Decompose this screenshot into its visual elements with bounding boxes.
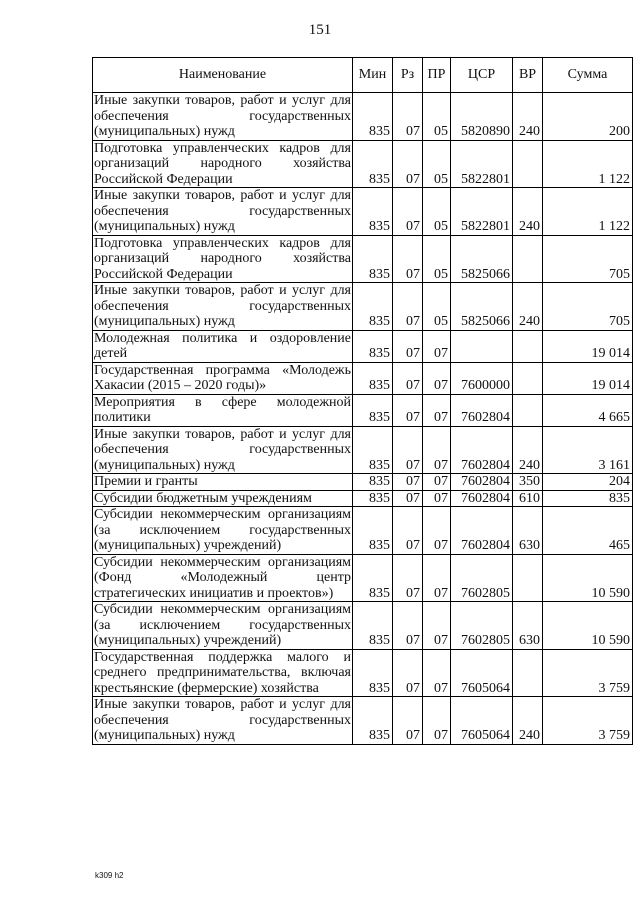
cell-pr: 05 xyxy=(423,93,451,141)
footer-code: k309 h2 xyxy=(95,871,124,880)
cell-vr xyxy=(513,330,543,362)
cell-rz: 07 xyxy=(393,330,423,362)
header-csr: ЦСР xyxy=(451,58,513,93)
cell-pr: 05 xyxy=(423,188,451,236)
cell-sum: 705 xyxy=(543,283,633,331)
cell-vr xyxy=(513,140,543,188)
table-row xyxy=(93,507,633,555)
cell-pr: 07 xyxy=(423,426,451,474)
cell-csr xyxy=(451,330,513,362)
table-row xyxy=(93,93,633,141)
cell-pr: 07 xyxy=(423,554,451,602)
table-row xyxy=(93,490,633,507)
cell-rz: 07 xyxy=(393,602,423,650)
cell-sum: 465 xyxy=(543,507,633,555)
cell-vr: 630 xyxy=(513,507,543,555)
cell-name: Субсидии некоммерческим организациям (за исключением государственных (муниципальных) учреждений) xyxy=(94,507,351,553)
cell-vr xyxy=(513,235,543,283)
table-header-row xyxy=(93,58,633,93)
cell-min: 835 xyxy=(353,474,393,491)
header-min: Мин xyxy=(353,58,393,93)
table-row xyxy=(93,362,633,394)
cell-csr: 7602804 xyxy=(451,507,513,555)
cell-min: 835 xyxy=(353,362,393,394)
cell-rz: 07 xyxy=(393,554,423,602)
cell-rz: 07 xyxy=(393,507,423,555)
cell-csr: 7602804 xyxy=(451,490,513,507)
cell-name: Молодежная политика и оздоровление детей xyxy=(94,330,351,361)
cell-sum: 1 122 xyxy=(543,140,633,188)
cell-name: Подготовка управленческих кадров для организаций народного хозяйства Российской Федерации xyxy=(94,140,351,187)
cell-sum: 10 590 xyxy=(543,602,633,650)
cell-rz: 07 xyxy=(393,649,423,697)
cell-vr: 610 xyxy=(513,490,543,507)
cell-min: 835 xyxy=(353,188,393,236)
header-vr: ВР xyxy=(513,58,543,93)
cell-rz: 07 xyxy=(393,394,423,426)
cell-pr: 05 xyxy=(423,140,451,188)
cell-sum: 204 xyxy=(543,474,633,491)
cell-sum: 835 xyxy=(543,490,633,507)
cell-min: 835 xyxy=(353,507,393,555)
cell-vr: 630 xyxy=(513,602,543,650)
cell-vr: 240 xyxy=(513,93,543,141)
table-row xyxy=(93,235,633,283)
cell-csr: 7602804 xyxy=(451,474,513,491)
cell-vr: 240 xyxy=(513,697,543,745)
cell-sum: 10 590 xyxy=(543,554,633,602)
cell-pr: 07 xyxy=(423,649,451,697)
header-sum: Сумма xyxy=(543,58,633,93)
cell-name: Иные закупки товаров, работ и услуг для обеспечения государственных (муниципальных) нужд xyxy=(94,283,351,329)
cell-sum: 19 014 xyxy=(543,362,633,394)
cell-pr: 07 xyxy=(423,490,451,507)
cell-min: 835 xyxy=(353,697,393,745)
cell-csr: 7602804 xyxy=(451,394,513,426)
cell-csr: 5822801 xyxy=(451,188,513,236)
cell-sum: 705 xyxy=(543,235,633,283)
cell-vr: 350 xyxy=(513,474,543,491)
table-row xyxy=(93,554,633,602)
cell-rz: 07 xyxy=(393,93,423,141)
cell-sum: 200 xyxy=(543,93,633,141)
cell-csr: 7600000 xyxy=(451,362,513,394)
cell-rz: 07 xyxy=(393,362,423,394)
table-row xyxy=(93,474,633,491)
cell-pr: 05 xyxy=(423,235,451,283)
cell-csr: 7605064 xyxy=(451,697,513,745)
cell-name: Премии и гранты xyxy=(93,474,353,491)
cell-min: 835 xyxy=(353,235,393,283)
cell-sum: 3 759 xyxy=(543,697,633,745)
cell-csr: 7602805 xyxy=(451,554,513,602)
cell-vr: 240 xyxy=(513,426,543,474)
cell-pr: 07 xyxy=(423,602,451,650)
cell-rz: 07 xyxy=(393,140,423,188)
cell-csr: 7602804 xyxy=(451,426,513,474)
cell-vr xyxy=(513,394,543,426)
cell-pr: 07 xyxy=(423,362,451,394)
cell-name: Государственная поддержка малого и среднего предпринимательства, включая крестьянские (фермерские) хозяйства xyxy=(94,649,351,696)
cell-csr: 7605064 xyxy=(451,649,513,697)
cell-name: Субсидии некоммерческим организациям (за исключением государственных (муниципальных) учреждений) xyxy=(94,602,351,648)
cell-pr: 07 xyxy=(423,474,451,491)
cell-min: 835 xyxy=(353,426,393,474)
cell-name: Иные закупки товаров, работ и услуг для обеспечения государственных (муниципальных) нужд xyxy=(94,188,351,234)
table-row xyxy=(93,140,633,188)
cell-rz: 07 xyxy=(393,188,423,236)
cell-vr xyxy=(513,362,543,394)
table-row xyxy=(93,283,633,331)
cell-csr: 5825066 xyxy=(451,283,513,331)
cell-csr: 5822801 xyxy=(451,140,513,188)
cell-min: 835 xyxy=(353,140,393,188)
table-row xyxy=(93,394,633,426)
cell-min: 835 xyxy=(353,394,393,426)
cell-min: 835 xyxy=(353,602,393,650)
cell-csr: 7602805 xyxy=(451,602,513,650)
cell-pr: 07 xyxy=(423,697,451,745)
cell-vr: 240 xyxy=(513,188,543,236)
cell-vr xyxy=(513,554,543,602)
cell-sum: 3 161 xyxy=(543,426,633,474)
cell-min: 835 xyxy=(353,649,393,697)
cell-pr: 07 xyxy=(423,507,451,555)
table-row xyxy=(93,602,633,650)
table-row xyxy=(93,188,633,236)
cell-name: Иные закупки товаров, работ и услуг для обеспечения государственных (муниципальных) нужд xyxy=(94,697,351,743)
cell-sum: 4 665 xyxy=(543,394,633,426)
cell-sum: 1 122 xyxy=(543,188,633,236)
table-body xyxy=(93,93,633,745)
cell-rz: 07 xyxy=(393,697,423,745)
cell-pr: 07 xyxy=(423,394,451,426)
header-rz: Рз xyxy=(393,58,423,93)
cell-sum: 19 014 xyxy=(543,330,633,362)
cell-rz: 07 xyxy=(393,235,423,283)
table-row xyxy=(93,697,633,745)
cell-name: Подготовка управленческих кадров для организаций народного хозяйства Российской Федерации xyxy=(94,235,351,282)
header-pr: ПР xyxy=(423,58,451,93)
cell-rz: 07 xyxy=(393,283,423,331)
cell-vr xyxy=(513,649,543,697)
table-row xyxy=(93,330,633,362)
cell-name: Субсидии бюджетным учреждениям xyxy=(93,490,353,507)
cell-min: 835 xyxy=(353,93,393,141)
table-row xyxy=(93,649,633,697)
cell-pr: 05 xyxy=(423,283,451,331)
cell-name: Иные закупки товаров, работ и услуг для обеспечения государственных (муниципальных) нужд xyxy=(94,426,351,473)
cell-min: 835 xyxy=(353,554,393,602)
budget-table xyxy=(92,57,633,745)
cell-min: 835 xyxy=(353,330,393,362)
cell-min: 835 xyxy=(353,490,393,507)
cell-name: Иные закупки товаров, работ и услуг для обеспечения государственных (муниципальных) нужд xyxy=(94,93,351,139)
cell-name: Субсидии некоммерческим организациям (Фонд «Молодежный центр стратегических инициатив и проектов») xyxy=(94,554,351,601)
table-row xyxy=(93,426,633,474)
cell-csr: 5820890 xyxy=(451,93,513,141)
cell-rz: 07 xyxy=(393,426,423,474)
cell-rz: 07 xyxy=(393,490,423,507)
cell-name: Мероприятия в сфере молодежной политики xyxy=(94,394,351,425)
cell-min: 835 xyxy=(353,283,393,331)
cell-rz: 07 xyxy=(393,474,423,491)
header-name: Наименование xyxy=(93,58,353,93)
cell-sum: 3 759 xyxy=(543,649,633,697)
cell-pr: 07 xyxy=(423,330,451,362)
page-number: 151 xyxy=(308,22,332,38)
cell-name: Государственная программа «Молодежь Хакасии (2015 – 2020 годы)» xyxy=(94,362,351,393)
cell-csr: 5825066 xyxy=(451,235,513,283)
cell-vr: 240 xyxy=(513,283,543,331)
